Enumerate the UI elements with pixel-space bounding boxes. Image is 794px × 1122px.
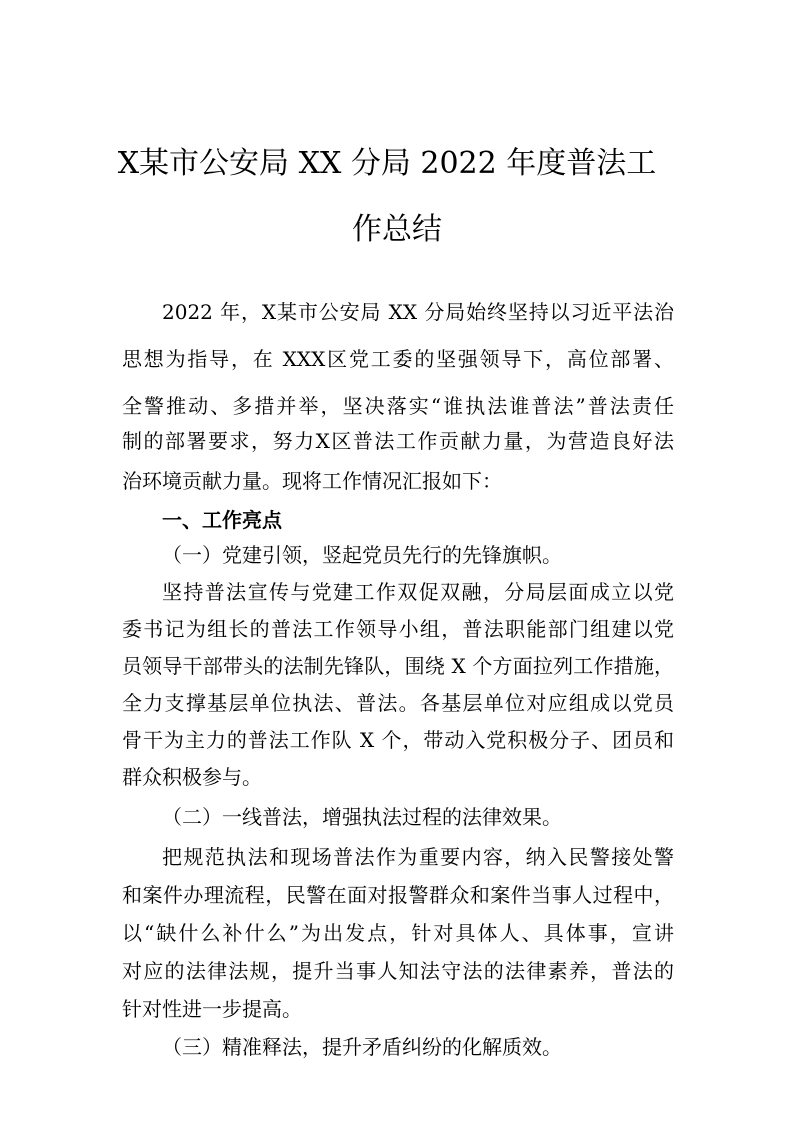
document-title-line-2: 作总结 [352, 212, 442, 247]
paragraph-line: 坚持普法宣传与党建工作双促双融，分局层面成立以党 [162, 580, 674, 604]
intro-paragraph-line: 思想为指导，在 XXX区党工委的坚强领导下，高位部署、 [122, 347, 674, 371]
intro-paragraph-line: 全警推动、多措并举，坚决落实“谁执法谁普法”普法责任 [122, 394, 674, 418]
paragraph-line: 群众积极参与。 [122, 765, 262, 789]
document-title-line-1: X某市公安局 XX 分局 2022 年度普法工 [117, 146, 657, 181]
subsection-title-3: （三）精准释法，提升矛盾纠纷的化解质效。 [162, 1035, 562, 1059]
paragraph-line: 对应的法律法规，提升当事人知法守法的法律素养，普法的 [122, 959, 674, 983]
paragraph-line: 全力支撑基层单位执法、普法。各基层单位对应组成以党员 [122, 691, 674, 715]
paragraph-line: 和案件办理流程，民警在面对报警群众和案件当事人过程中， [122, 883, 674, 907]
subsection-title-2: （二）一线普法，增强执法过程的法律效果。 [162, 805, 562, 829]
subsection-title-1: （一）党建引领，竖起党员先行的先锋旗帜。 [162, 543, 562, 567]
paragraph-line: 针对性进一步提高。 [122, 997, 302, 1021]
intro-paragraph-line: 制的部署要求，努力X区普法工作贡献力量，为营造良好法 [122, 429, 674, 453]
paragraph-line: 把规范执法和现场普法作为重要内容，纳入民警接处警 [162, 845, 674, 869]
intro-paragraph-line: 治环境贡献力量。现将工作情况汇报如下： [122, 469, 502, 493]
paragraph-line: 骨干为主力的普法工作队 X 个，带动入党积极分子、团员和 [122, 728, 674, 752]
paragraph-line: 以“缺什么补什么”为出发点，针对具体人、具体事，宣讲 [122, 921, 674, 945]
section-heading: 一、工作亮点 [162, 508, 282, 532]
paragraph-line: 员领导干部带头的法制先锋队，围绕 X 个方面拉列工作措施， [122, 654, 674, 678]
paragraph-line: 委书记为组长的普法工作领导小组，普法职能部门组建以党 [122, 617, 674, 641]
intro-paragraph-line: 2022 年，X某市公安局 XX 分局始终坚持以习近平法治 [162, 300, 674, 324]
